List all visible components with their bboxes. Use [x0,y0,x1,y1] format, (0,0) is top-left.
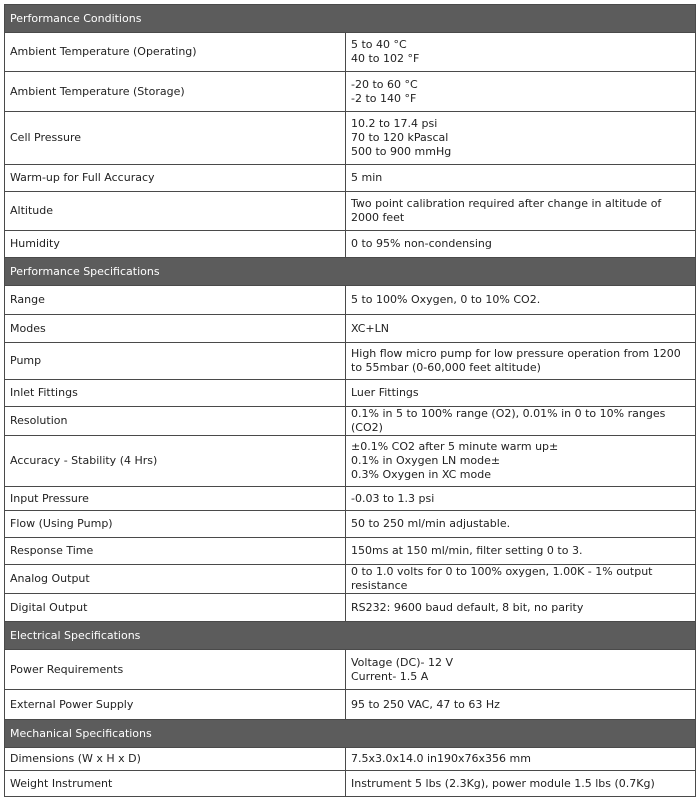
spec-value-line: 150ms at 150 ml/min, filter setting 0 to 3. [351,544,583,557]
section-title: Performance Conditions [5,5,696,33]
spec-row [5,231,696,258]
spec-label: Ambient Temperature (Storage) [5,72,346,112]
spec-row [5,407,696,436]
spec-value-line: ±0.1% CO2 after 5 minute warm up± [351,440,559,453]
spec-table-body [5,5,696,797]
spec-value-line: 0.1% in 5 to 100% range (O2), 0.01% in 0 to 10% ranges (CO2) [351,407,666,434]
spec-value-line: XC+LN [351,321,389,335]
spec-row [5,315,696,343]
spec-value-line: 40 to 102 °F [351,52,420,65]
spec-value [346,487,696,511]
spec-value [346,594,696,622]
spec-row [5,286,696,315]
spec-value-line: RS232: 9600 baud default, 8 bit, no parity [351,600,584,614]
spec-value [346,436,696,487]
spec-value-line: 50 to 250 ml/min adjustable. [351,517,511,530]
spec-label: Modes [5,315,346,343]
spec-label: External Power Supply [5,690,346,720]
spec-value [346,511,696,538]
spec-value-line: -0.03 to 1.3 psi [351,491,435,505]
spec-value-line: Voltage (DC)- 12 V [351,655,453,669]
spec-value [346,690,696,720]
spec-row [5,343,696,380]
spec-value [346,192,696,231]
spec-label: Flow (Using Pump) [5,511,346,538]
spec-label: Resolution [5,407,346,436]
spec-value-line: 5 min [351,171,383,184]
section-header-row [5,622,696,650]
spec-row [5,33,696,72]
spec-label: Analog Output [5,565,346,594]
spec-label: Humidity [5,231,346,258]
spec-value-line: 10.2 to 17.4 psi [351,117,438,130]
spec-value-line: Instrument 5 lbs (2.3Kg), power module 1.5 lbs (0.7Kg) [351,776,655,790]
spec-value [346,407,696,436]
spec-row [5,192,696,231]
spec-value [346,231,696,258]
spec-value-line: -20 to 60 °C [351,77,418,91]
section-title: Electrical Specifications [5,622,696,650]
spec-row [5,538,696,565]
spec-value [346,112,696,165]
spec-value-line: 0.1% in Oxygen LN mode± [351,454,501,467]
spec-row [5,511,696,538]
spec-row [5,436,696,487]
spec-label: Pump [5,343,346,380]
spec-label: Response Time [5,538,346,565]
spec-value [346,380,696,407]
spec-value-line: 0 to 95% non-condensing [351,237,492,250]
spec-label: Dimensions (W x H x D) [5,748,346,771]
section-header-row [5,720,696,748]
spec-label: Inlet Fittings [5,380,346,407]
spec-label: Range [5,286,346,315]
spec-row [5,565,696,594]
spec-label: Power Requirements [5,650,346,690]
spec-value [346,565,696,594]
section-title: Mechanical Specifications [5,720,696,748]
spec-row [5,487,696,511]
spec-value [346,343,696,380]
spec-value [346,748,696,771]
spec-value-line: 0 to 1.0 volts for 0 to 100% oxygen, 1.00K - 1% output resistance [351,565,653,592]
spec-value-line: 70 to 120 kPascal [351,131,449,144]
spec-label: Cell Pressure [5,112,346,165]
spec-value-line: High flow micro pump for low pressure operation from 1200 to 55mbar (0-60,000 feet altitude) [351,347,681,374]
spec-label: Ambient Temperature (Operating) [5,33,346,72]
spec-row [5,72,696,112]
spec-value [346,165,696,192]
spec-value-line: Current- 1.5 A [351,669,429,683]
spec-row [5,650,696,690]
spec-value [346,72,696,112]
spec-row [5,112,696,165]
spec-row [5,165,696,192]
spec-label: Weight Instrument [5,771,346,797]
spec-table [4,4,696,797]
spec-value-line: 5 to 40 °C [351,38,407,51]
spec-value-line: -2 to 140 °F [351,91,417,105]
spec-label: Input Pressure [5,487,346,511]
spec-value-line: Two point calibration required after change in altitude of 2000 feet [351,197,662,224]
spec-value-line: Luer Fittings [351,386,419,399]
section-header-row [5,5,696,33]
spec-row [5,690,696,720]
spec-value-line: 95 to 250 VAC, 47 to 63 Hz [351,697,500,711]
spec-value-line: 5 to 100% Oxygen, 0 to 10% CO2. [351,293,541,306]
spec-value [346,286,696,315]
spec-value [346,650,696,690]
spec-value-line: 0.3% Oxygen in XC mode [351,468,491,481]
spec-value [346,538,696,565]
spec-value [346,771,696,797]
section-header-row [5,258,696,286]
spec-value [346,33,696,72]
section-title: Performance Specifications [5,258,696,286]
spec-row [5,771,696,797]
spec-value-line: 7.5x3.0x14.0 in190x76x356 mm [351,752,531,765]
spec-label: Warm-up for Full Accuracy [5,165,346,192]
spec-value [346,315,696,343]
spec-label: Altitude [5,192,346,231]
spec-label: Digital Output [5,594,346,622]
spec-row [5,594,696,622]
spec-row [5,748,696,771]
spec-value-line: 500 to 900 mmHg [351,145,452,158]
spec-label: Accuracy - Stability (4 Hrs) [5,436,346,487]
spec-row [5,380,696,407]
